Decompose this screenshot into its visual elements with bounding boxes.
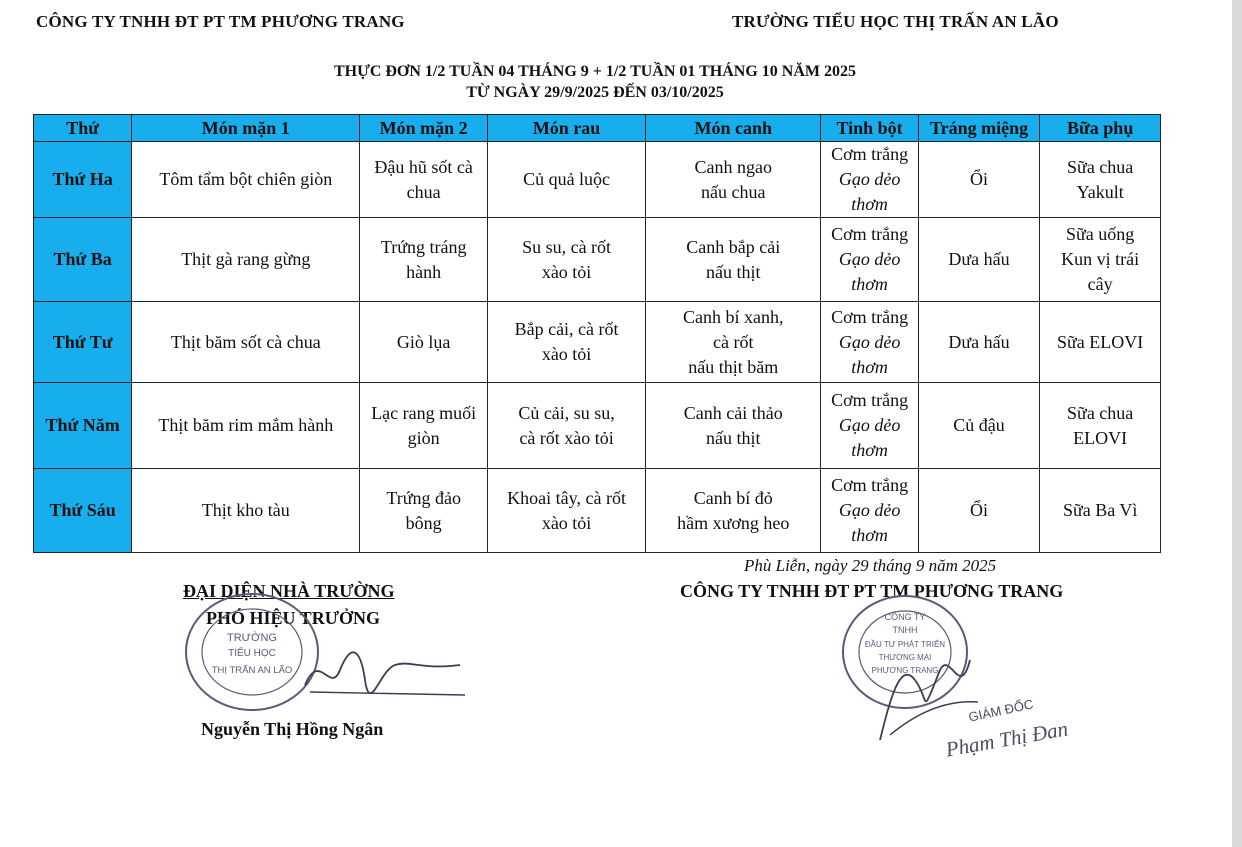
table-row	[34, 302, 1161, 383]
soup-cell-line: Canh bắp cải	[686, 236, 781, 257]
starch-cell-line: Gạo dẻo	[838, 331, 901, 352]
snack-cell	[1040, 302, 1161, 383]
svg-text:TIỂU HỌC: TIỂU HỌC	[228, 648, 276, 659]
main-dish-1-cell: Thịt gà rang gừng	[132, 218, 360, 302]
vegetable-cell	[488, 142, 646, 218]
company-signature	[860, 640, 980, 750]
starch-cell	[821, 302, 918, 383]
vegetable-cell	[488, 302, 646, 383]
menu-table	[33, 114, 1161, 553]
main-dish-2-cell-line: Trứng đảo	[386, 487, 461, 508]
starch-cell-line: Gạo dẻo	[838, 169, 901, 189]
svg-text:CÔNG TY: CÔNG TY	[884, 612, 926, 622]
menu-date-range: TỪ NGÀY 29/9/2025 ĐẾN 03/10/2025	[466, 84, 724, 101]
menu-title: THỰC ĐƠN 1/2 TUẦN 04 THÁNG 9 + 1/2 TUẦN 01 THÁNG 10 NĂM 2025	[333, 63, 857, 80]
soup-cell-line: Canh bí đỏ	[693, 487, 773, 508]
starch-cell	[821, 218, 918, 302]
column-header: Món mặn 2	[360, 115, 488, 142]
snack-cell-line: Yakult	[1076, 181, 1124, 202]
main-dish-2-cell-line: chua	[406, 181, 441, 202]
company-header: CÔNG TY TNHH ĐT PT TM PHƯƠNG TRANG	[36, 12, 405, 31]
column-header: Bữa phụ	[1040, 115, 1161, 142]
soup-cell-line: Canh cải thảo	[683, 402, 783, 423]
starch-cell-line: Cơm trắng	[831, 144, 909, 164]
school-signature	[300, 640, 470, 700]
dessert-cell: Củ đậu	[918, 383, 1040, 469]
vegetable-cell	[488, 218, 646, 302]
main-dish-2-cell	[360, 302, 488, 383]
snack-cell-line: Kun vị trái	[1061, 249, 1140, 269]
dessert-cell: Dưa hấu	[918, 302, 1040, 383]
soup-cell	[646, 469, 821, 553]
soup-cell-line: Canh bí xanh,	[683, 306, 784, 327]
starch-cell-line: Cơm trắng	[831, 390, 909, 410]
snack-cell-line: cây	[1087, 274, 1113, 294]
soup-cell-line: nấu thịt	[706, 427, 761, 448]
starch-cell-line: Gạo dẻo	[838, 249, 901, 269]
svg-text:TRƯỜNG: TRƯỜNG	[227, 632, 277, 644]
table-row	[34, 469, 1161, 553]
vegetable-cell-line: cà rốt xào tỏi	[519, 427, 614, 448]
day-cell: Thứ Ba	[34, 218, 132, 302]
school-representative-title: ĐẠI DIỆN NHÀ TRƯỜNG	[183, 581, 395, 601]
snack-cell-line: Sữa Ba Vì	[1062, 500, 1138, 520]
place-date: Phù Liễn, ngày 29 tháng 9 năm 2025	[744, 556, 997, 575]
vegetable-cell-line: Su su, cà rốt	[522, 236, 612, 257]
column-header: Món mặn 1	[132, 115, 360, 142]
starch-cell-line: Cơm trắng	[831, 224, 909, 244]
svg-text:THỊ TRẤN AN LÃO: THỊ TRẤN AN LÃO	[211, 665, 293, 676]
starch-cell-line: thơm	[851, 274, 888, 294]
snack-cell	[1040, 383, 1161, 469]
day-cell: Thứ Tư	[34, 302, 132, 383]
main-dish-2-cell-line: Trứng tráng	[380, 236, 467, 257]
day-cell: Thứ Sáu	[34, 469, 132, 553]
school-representative-name: Nguyễn Thị Hồng Ngân	[201, 719, 384, 739]
main-dish-2-cell	[360, 469, 488, 553]
starch-cell-line: Gạo dẻo	[838, 500, 901, 520]
main-dish-1-cell: Thịt băm rim mắm hành	[132, 383, 360, 469]
snack-cell-line: Sữa chua	[1067, 156, 1134, 177]
svg-text:TNHH: TNHH	[892, 625, 918, 635]
snack-cell-line: Sữa chua	[1067, 402, 1134, 423]
svg-text:PHƯƠNG TRANG: PHƯƠNG TRANG	[871, 666, 939, 675]
snack-cell	[1040, 218, 1161, 302]
starch-cell-line: Cơm trắng	[831, 475, 909, 495]
starch-cell-line: Gạo dẻo	[838, 415, 901, 435]
column-header: Thứ	[34, 115, 132, 142]
main-dish-2-cell-line: Lạc rang muối	[371, 402, 477, 423]
snack-cell-line: Sữa ELOVI	[1057, 331, 1144, 352]
page-edge	[1232, 0, 1242, 847]
school-representative-role: PHÓ HIỆU TRƯỞNG	[206, 608, 381, 628]
soup-cell-line: nấu chua	[701, 181, 766, 202]
vegetable-cell-line: Khoai tây, cà rốt	[507, 487, 626, 508]
main-dish-2-cell-line: giòn	[407, 427, 440, 448]
starch-cell	[821, 383, 918, 469]
column-header: Món canh	[646, 115, 821, 142]
school-header: TRƯỜNG TIỂU HỌC THỊ TRẤN AN LÃO	[732, 12, 1059, 31]
day-cell: Thứ Ha	[34, 142, 132, 218]
starch-cell-line: thơm	[851, 440, 888, 460]
director-role: GIÁM ĐỐC	[967, 696, 1035, 725]
soup-cell	[646, 218, 821, 302]
soup-cell-line: Canh ngao	[694, 156, 773, 177]
column-header: Tráng miệng	[918, 115, 1040, 142]
dessert-cell: Ổi	[918, 142, 1040, 218]
snack-cell-line: Sữa uống	[1066, 224, 1135, 244]
table-row	[34, 142, 1161, 218]
starch-cell	[821, 469, 918, 553]
main-dish-1-cell: Thịt băm sốt cà chua	[132, 302, 360, 383]
main-dish-2-cell	[360, 142, 488, 218]
svg-text:THƯƠNG MẠI: THƯƠNG MẠI	[878, 653, 932, 662]
soup-cell	[646, 142, 821, 218]
day-cell: Thứ Năm	[34, 383, 132, 469]
vegetable-cell-line: xào tỏi	[541, 512, 592, 533]
svg-text:ĐẦU TƯ PHÁT TRIỂN: ĐẦU TƯ PHÁT TRIỂN	[864, 640, 946, 649]
dessert-cell: Dưa hấu	[918, 218, 1040, 302]
main-dish-2-cell-line: Giò lụa	[396, 331, 451, 352]
vegetable-cell-line: xào tỏi	[541, 261, 592, 282]
column-header: Tinh bột	[821, 115, 918, 142]
main-dish-2-cell	[360, 218, 488, 302]
main-dish-1-cell: Tôm tẩm bột chiên giòn	[132, 142, 360, 218]
main-dish-2-cell	[360, 383, 488, 469]
table-row	[34, 218, 1161, 302]
vegetable-cell	[488, 469, 646, 553]
dessert-cell: Ổi	[918, 469, 1040, 553]
main-dish-2-cell-line: Đậu hũ sốt cà	[374, 156, 473, 177]
soup-cell	[646, 302, 821, 383]
starch-cell	[821, 142, 918, 218]
main-dish-1-cell: Thịt kho tàu	[132, 469, 360, 553]
snack-cell	[1040, 469, 1161, 553]
vegetable-cell-line: Bắp cải, cà rốt	[514, 319, 619, 339]
starch-cell-line: thơm	[851, 194, 888, 214]
soup-cell-line: cà rốt	[713, 331, 754, 352]
vegetable-cell	[488, 383, 646, 469]
vegetable-cell-line: xào tỏi	[541, 344, 592, 364]
snack-cell-line: ELOVI	[1073, 427, 1128, 448]
main-dish-2-cell-line: hành	[406, 261, 442, 282]
vegetable-cell-line: Củ cải, su su,	[518, 402, 615, 423]
table-row	[34, 383, 1161, 469]
soup-cell	[646, 383, 821, 469]
snack-cell	[1040, 142, 1161, 218]
director-name: Phạm Thị Đan	[943, 716, 1070, 762]
main-dish-2-cell-line: bông	[405, 512, 442, 533]
table-header-row	[34, 115, 1161, 142]
company-representative-title: CÔNG TY TNHH ĐT PT TM PHƯƠNG TRANG	[680, 581, 1064, 601]
soup-cell-line: nấu thịt	[706, 261, 761, 282]
starch-cell-line: thơm	[851, 356, 888, 377]
column-header: Món rau	[488, 115, 646, 142]
soup-cell-line: hầm xương heo	[677, 512, 790, 533]
starch-cell-line: thơm	[851, 525, 888, 545]
starch-cell-line: Cơm trắng	[831, 306, 909, 327]
soup-cell-line: nấu thịt băm	[688, 356, 779, 377]
vegetable-cell-line: Củ quả luộc	[523, 169, 611, 189]
